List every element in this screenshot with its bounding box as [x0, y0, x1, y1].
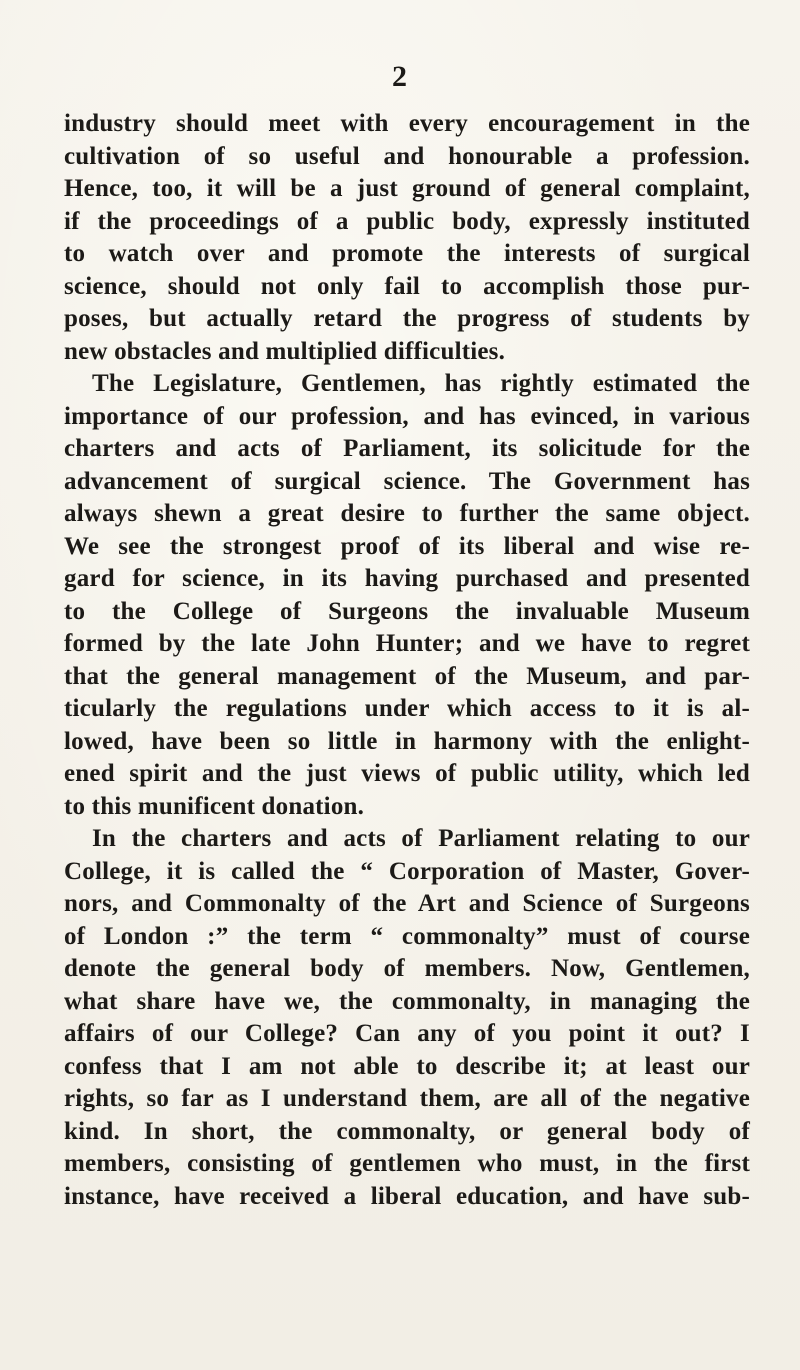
text-line: lowed, have been so little in harmony with the enlight- — [64, 727, 750, 755]
text-line: ticularly the regulations under which access to it is al- — [64, 695, 750, 722]
text-line: The Legislature, Gentlemen, has rightly estimated the — [92, 370, 750, 397]
text-line: denote the general body of members. Now, Gentlemen, — [64, 955, 750, 982]
body-text — [64, 108, 750, 1213]
text-line: Hence, too, it will be a just ground of general complaint, — [64, 175, 750, 202]
text-line: of London :” the term “ commonalty” must of course — [64, 922, 750, 950]
text-line: new obstacles and multiplied difficulties. — [64, 337, 506, 365]
text-line: to the College of Surgeons the invaluable Museum — [64, 597, 750, 625]
text-line: members, consisting of gentlemen who must, in the first — [64, 1150, 750, 1177]
text-line: what share have we, the commonalty, in managing the — [64, 987, 750, 1015]
text-line: ened spirit and the just views of public utility, which led — [64, 760, 750, 787]
text-line: We see the strongest proof of its liberal and wise re- — [64, 532, 750, 560]
text-line: importance of our profession, and has evinced, in various — [64, 402, 750, 430]
text-line: College, it is called the “ Corporation of Master, Gover- — [64, 857, 750, 885]
text-line: formed by the late John Hunter; and we have to regret — [64, 630, 750, 657]
text-line: if the proceedings of a public body, expressly instituted — [64, 207, 750, 235]
text-line: science, should not only fail to accomplish those pur- — [64, 272, 750, 300]
text-line: to this munificent donation. — [64, 792, 365, 820]
text-line: instance, have received a liberal education, and have sub- — [64, 1182, 750, 1210]
text-line: cultivation of so useful and honourable a profession. — [64, 142, 750, 170]
text-line: to watch over and promote the interests of surgical — [64, 240, 750, 267]
text-line: advancement of surgical science. The Government has — [64, 467, 750, 495]
text-line: always shewn a great desire to further the same object. — [64, 500, 750, 527]
text-line: poses, but actually retard the progress of students by — [64, 305, 750, 332]
text-line: kind. In short, the commonalty, or general body of — [64, 1117, 750, 1145]
page-number: 2 — [392, 60, 408, 93]
text-line: charters and acts of Parliament, its solicitude for the — [64, 435, 750, 462]
text-line: gard for science, in its having purchased and presented — [64, 565, 750, 592]
text-line: In the charters and acts of Parliament relating to our — [92, 825, 750, 852]
text-line: confess that I am not able to describe it; at least our — [64, 1052, 750, 1080]
text-line: affairs of our College? Can any of you point it out? I — [64, 1020, 750, 1047]
text-line: rights, so far as I understand them, are all of the negative — [64, 1085, 750, 1112]
text-line: industry should meet with every encouragement in the — [64, 110, 750, 137]
text-line: that the general management of the Museum, and par- — [64, 662, 750, 690]
text-line: nors, and Commonalty of the Art and Science of Surgeons — [64, 890, 750, 917]
